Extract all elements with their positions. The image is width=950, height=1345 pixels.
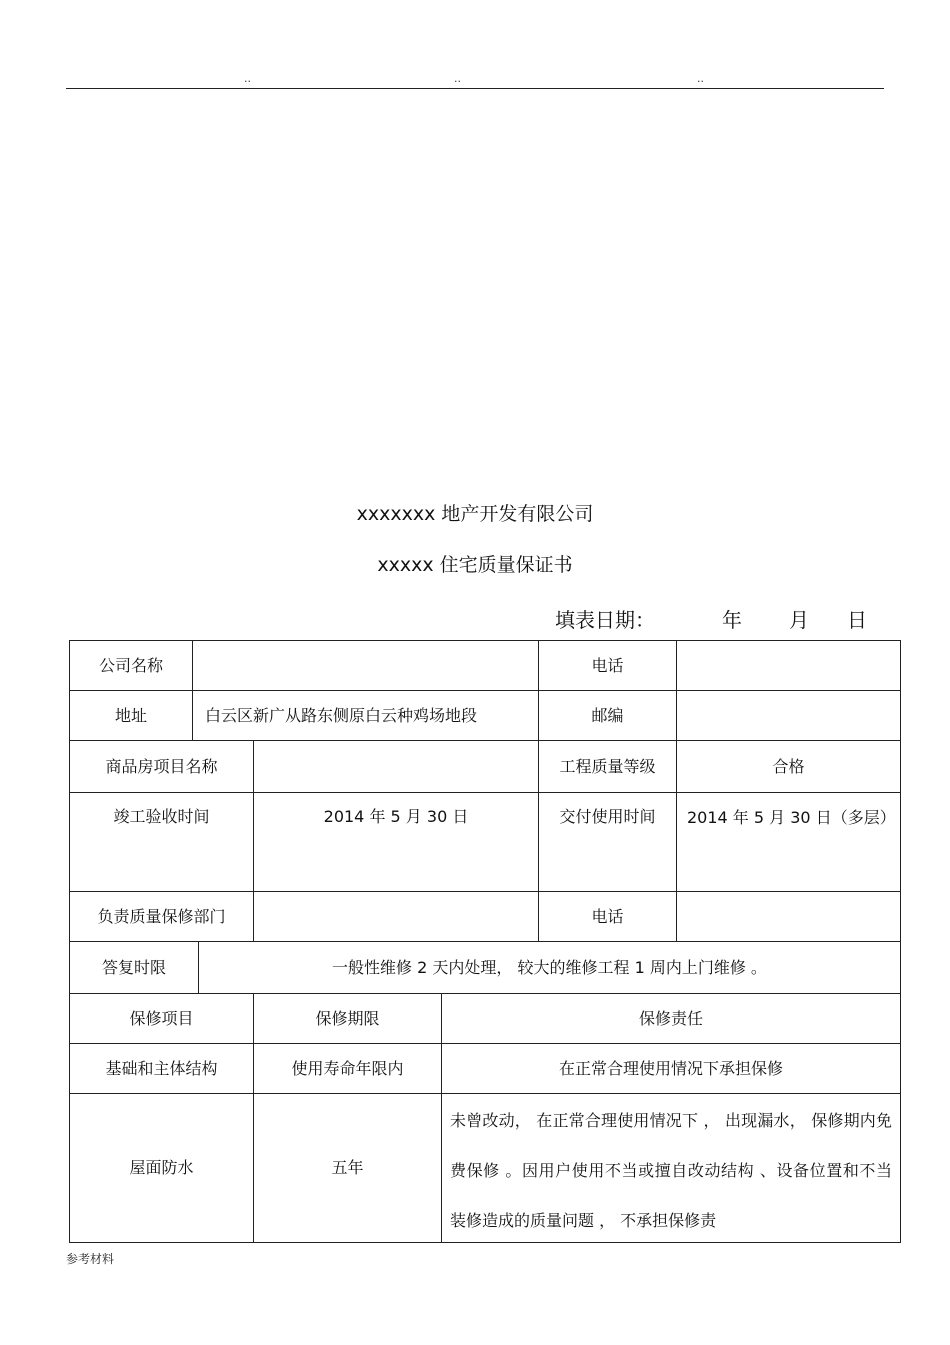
header-dots: .. [244,72,251,85]
phone-value [676,640,901,691]
dept-value [253,891,539,942]
quality-grade-label: 工程质量等级 [538,740,677,793]
dept-phone-label: 电话 [538,891,677,942]
header-rule [66,88,884,89]
header-dots: .. [697,72,704,85]
delivery-value [676,792,901,892]
dept-phone-value [676,891,901,942]
col-header-period: 保修期限 [253,993,442,1044]
col-header-item: 保修项目 [69,993,254,1044]
address-label: 地址 [69,690,193,741]
reply-value: 一般性维修 2 天内处理， 较大的维修工程 1 周内上门维修 。 [198,941,901,994]
row1-item: 基础和主体结构 [69,1043,254,1094]
col-header-responsibility: 保修责任 [441,993,901,1044]
row2-item: 屋面防水 [69,1093,254,1243]
row2-period: 五年 [253,1093,442,1243]
company-name-value [192,640,539,691]
row1-responsibility: 在正常合理使用情况下承担保修 [441,1043,901,1094]
delivery-value-text: 2014 年 5 月 30 日（多层） [687,808,896,827]
phone-label: 电话 [538,640,677,691]
quality-grade-value: 合格 [676,740,901,793]
header-dots: .. [454,72,461,85]
project-value [253,740,539,793]
company-title: xxxxxxx 地产开发有限公司 [356,503,594,525]
company-name-label: 公司名称 [69,640,193,691]
completion-label: 竣工验收时间 [69,792,254,892]
delivery-label: 交付使用时间 [538,792,677,892]
completion-value: 2014 年 5 月 30 日 [253,792,539,892]
row2-responsibility-text: 未曾改动， 在正常合理使用情况下 ， 出现漏水， 保修期内免费保修 。因用户使用不当或擅自改动结构 、设备位置和不当装修造成的质量问题 ， 不承担保修责 [450,1111,892,1230]
dept-label: 负责质量保修部门 [69,891,254,942]
address-value: 白云区新广从路东侧原白云种鸡场地段 [192,690,539,741]
postcode-label: 邮编 [538,690,677,741]
date-label: 填表日期： [555,608,655,632]
project-label: 商品房项目名称 [69,740,254,793]
reply-label: 答复时限 [69,941,199,994]
document-title: xxxxx 住宅质量保证书 [377,554,573,576]
row1-period: 使用寿命年限内 [253,1043,442,1094]
date-day: 日 [847,608,867,632]
postcode-value [676,690,901,741]
footer-note: 参考材料 [66,1252,115,1266]
date-month: 月 [789,608,809,632]
date-year: 年 [722,608,742,632]
row2-responsibility [441,1093,901,1243]
